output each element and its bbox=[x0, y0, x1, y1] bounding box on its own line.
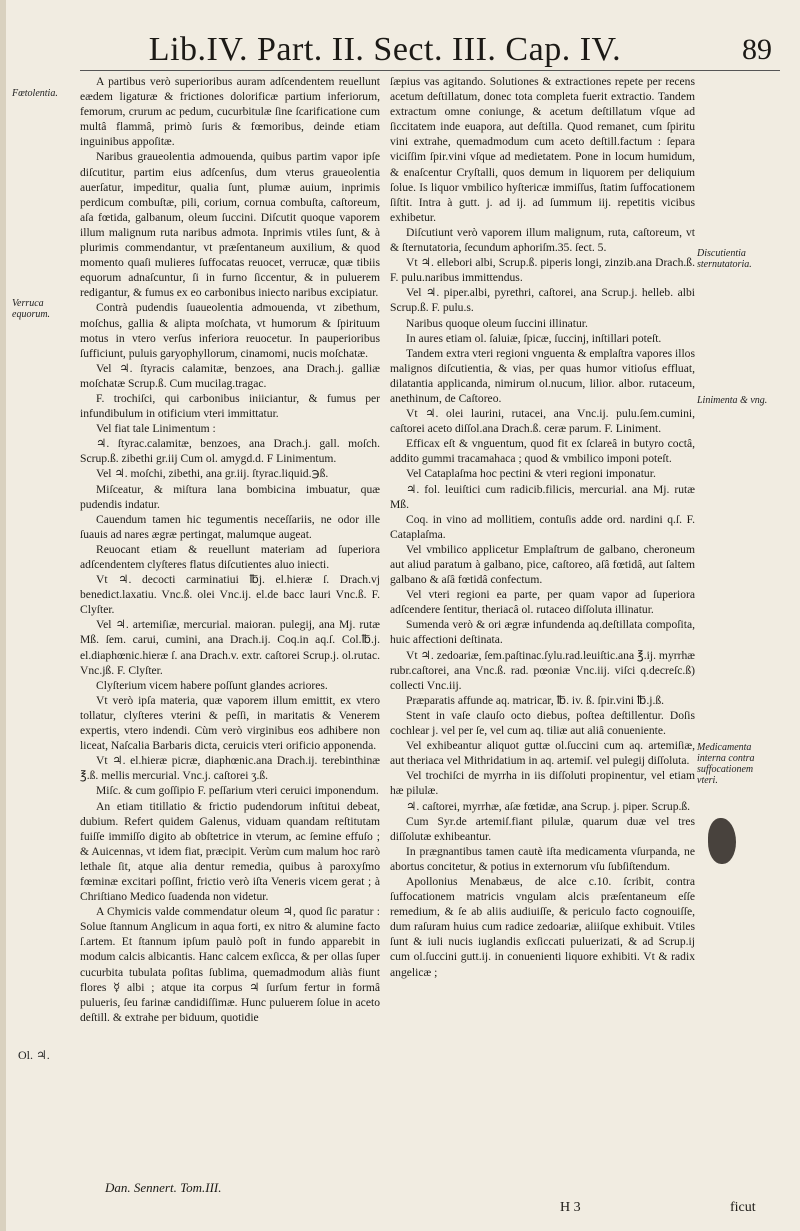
paragraph: Vt ♃. olei laurini, rutacei, ana Vnc.ij. pulu.ſem.cumini, caſtorei aceto diſſol.ana Drach.ß. ceræ parum. F. Liniment. bbox=[390, 407, 695, 436]
paragraph: In aures etiam ol. ſaluiæ, ſpicæ, ſuccinj, inſtillari poteſt. bbox=[406, 331, 662, 345]
paragraph: Vel trochiſci de myrrha in iis diſſoluti propinentur, vel etiam hæ pilulæ. bbox=[390, 769, 695, 798]
margin-note: Ol. ♃. bbox=[18, 1048, 50, 1062]
paragraph: Reuocant etiam & reuellunt materiam ad ſuperiora adſcendentem clyſteres flatus diſcutientes aluo iniecti. bbox=[80, 542, 380, 571]
paragraph: Cum Syr.de artemiſ.fiant pilulæ, quarum duæ vel tres diſſolutæ exhibeantur. bbox=[390, 814, 695, 843]
paragraph: An etiam titillatio & frictio pudendorum inſtitui debeat, dubium. Refert quidem Galenus, viduam quandam reſtitutam fuiſſe immiſſo digito ab obſtetrice in vterum, ac ſemine effuſo ; & Auicennas, vt idem fiat, præcipit. Verùm cum malum hoc rarò lethale ſit, atque alia dentur remedia, quibus à paroxyſmo fœminæ excitari poſſint, frictio verò iſta Veneris vicem gerat ; à Chriſtiano Medico ſuadenda non videtur. bbox=[80, 799, 380, 904]
paragraph: Vt ♃. decocti carminatiui ℔j. el.hieræ ſ. Drach.vj benedict.laxatiu. Vnc.ß. olei Vnc.ij. el.de bacc lauri Vnc.ß. F. Clyſter. bbox=[80, 573, 380, 617]
paragraph: Miſceatur, & miſtura lana bombicina imbuatur, quæ pudendis indatur. bbox=[80, 482, 380, 511]
paragraph: A partibus verò superioribus auram adſcendentem reuellunt eædem ligaturæ & frictiones dolorificæ partium inferiorum, femorum, crurum ac pedum, cucurbitulæ ſine ſcarificatione cum multâ flammâ, primò ſuris & fœmoribus, deinde etiam inguinibus appoſitæ. bbox=[80, 75, 380, 149]
paragraph: Efficax eſt & vnguentum, quod fit ex ſclareâ in butyro coctâ, addito gummi tracamahaca ; quod & vmbilico imponi poteſt. bbox=[390, 437, 695, 466]
running-header bbox=[80, 30, 780, 71]
paragraph: Vel ♃. moſchi, zibethi, ana gr.iij. ſtyrac.liquid.℈ß. bbox=[96, 467, 329, 481]
paragraph: Vel vteri regioni ea parte, per quam vapor ad ſuperiora adſcendere ſentitur, theriacâ ol. rutaceo diſſoluta illinatur. bbox=[390, 588, 695, 617]
right-column bbox=[390, 74, 695, 1184]
margin-note: Medicamenta interna contra suffocationem vteri. bbox=[697, 742, 755, 786]
paragraph: Diſcutiunt verò vaporem illum malignum, ruta, caſtoreum, vt & ſternutatoria, ſecundum aphoriſm.35. ſect. 5. bbox=[390, 225, 695, 255]
paragraph: Præparatis affunde aq. matricar, ℔. iv. ß. ſpir.vini ℔.j.ß. bbox=[406, 693, 665, 707]
paragraph: Vt ♃. zedoariæ, ſem.paſtinac.ſylu.rad.leuiſtic.ana ℥.ij. myrrhæ rubr.caſtorei, ana Vnc.ß. rad. pœoniæ Vnc.iij. viſci q.decreſc.ß) collecti Vnc.iij. bbox=[390, 648, 695, 692]
paragraph: Vel ♃. piper.albi, pyrethri, caſtorei, ana Scrup.j. helleb. albi Scrup.ß. F. pulu.s. bbox=[390, 286, 695, 315]
paragraph: Vel fiat tale Linimentum : bbox=[96, 422, 216, 436]
paragraph: ♃. ſtyrac.calamitæ, benzoes, ana Drach.j. gall. moſch. Scrup.ß. zibethi gr.iij Cum ol. amygd.d. F Linimentum. bbox=[80, 437, 380, 466]
paragraph: Vt ♃. ellebori albi, Scrup.ß. piperis longi, zinzib.ana Drach.ß. F. pulu.naribus immittendus. bbox=[390, 256, 695, 285]
paragraph: ♃. fol. leuiſtici cum radicib.filicis, mercurial. ana Mj. rutæ Mß. bbox=[390, 482, 695, 511]
paragraph: Naribus quoque oleum ſuccini illinatur. bbox=[406, 316, 588, 330]
page-edge bbox=[0, 0, 6, 1231]
paragraph: Cauendum tamen hic tegumentis neceſſariis, ne odor ille ſuauis ad nares ægræ pertingat, malumque augeat. bbox=[80, 512, 380, 541]
paragraph: Vt verò ipſa materia, quæ vaporem illum emittit, ex vtero tollatur, clyſteres vterini & peſſi, in maritatis & Venerem expertis, vtero indendi. Cùm verò virginibus eos adhibere non liceat, Naſcalia Barbaris dicta, ceruicis vteri orificio apponenda. bbox=[80, 693, 380, 753]
paragraph: Vt ♃. el.hieræ picræ, diaphœnic.ana Drach.ij. terebinthinæ ℥.ß. mellis mercurial. Vnc.j. caſtorei ʒ.ß. bbox=[80, 754, 380, 783]
paragraph: F. trochiſci, qui carbonibus iniiciantur, & fumus per infundibulum in otificium vteri immittatur. bbox=[80, 391, 380, 421]
signature-mark: H 3 bbox=[560, 1200, 581, 1215]
margin-note: Verruca equorum. bbox=[12, 298, 51, 320]
paragraph: ſæpius vas agitando. Solutiones & extractiones repete per recens acetum deſtillatum, donec tota completa fuerit extractio. Tandem extractum omne coniunge, & acetum deſtillatum vſque ad ſiccitatem inde euapora, aut deſtilla. Quod remanet, cum ſpiritu vini extrahe, quemadmodum cum aceto deſtill.factum : ſepara viciſſim ſpir.vini vſque ad medietatem. Pone in locum humidum, & enaſcentur Cryſtalli, quos demum in liquorem per deliquium ſolue. Is liquor vmbilico hyſtericæ immiſſus, ſtatim ſuffocationem ſiſtit. Intra à gutt. j. ad ij. ad ſummum iij. repetitis vicibus exhibetur. bbox=[390, 75, 695, 224]
paragraph: Stent in vaſe clauſo octo diebus, poſtea deſtillentur. Doſis cochlear j. vel per ſe, vel cum aq. tiliæ aut aliâ conueniente. bbox=[390, 708, 695, 738]
paragraph: Vel ♃. artemiſiæ, mercurial. maioran. pulegij, ana Mj. rutæ Mß. ſem. carui, cumini, ana Drach.ij. Coq.in aq.ſ. Col.℔.j. el.diaphœnic.hieræ ſ. ana Drach.v. extr. caſtorei Scrup.j. ol.rutac. Vnc.jß. F. Clyſter. bbox=[80, 618, 380, 677]
paragraph: Tandem extra vteri regioni vnguenta & emplaſtra vapores illos malignos diſcutientia, & vias, per quas humor vitioſus effluat, dilatantia applicanda, nimirum ol.nucum, lilior. albor. rutaceum, anethinum, de Caſtoreo. bbox=[390, 346, 695, 405]
paragraph: Vel vmbilico applicetur Emplaſtrum de galbano, cheroneum aut aliud paratum à galbano, pice, caſtoreo, aſâ fœtidâ, aut ſaltem galbano & aſâ fœtidâ confectum. bbox=[390, 542, 695, 587]
catchword: ficut bbox=[730, 1200, 756, 1215]
margin-note: Discutientia sternutatoria. bbox=[697, 248, 752, 270]
paragraph: Contrà pudendis ſuaueolentia admouenda, vt zibethum, moſchus, gallia & alipta moſchata, vt humorum & ſpirituum motus in vtero verſus inferiora reuocetur. In pauperioribus ſufficiunt, puluis garyophyllorum, cinamomi, nucis moſchatæ. bbox=[80, 301, 380, 360]
paragraph: Apollonius Menabæus, de alce c.10. ſcribit, contra ſuffocationem matricis vngulam alcis præſentaneum eſſe remedium, & ſe ab aliis audiuiſſe, & periculo facto cognouiſſe, dum raſuram huius cum radice zedoariæ, aliiſque exhibuit. Vtiles ſunt & iuli nucis iuglandis exſiccati puluerizati, & ad Scrup.ij cum ol.ſuccini gutt.ij. in conuenienti liquore exhibiti. Vt & radix angelicæ ; bbox=[390, 874, 695, 979]
margin-note: Fœtolentia. bbox=[12, 88, 58, 99]
paragraph: Clyſterium vicem habere poſſunt glandes acriores. bbox=[96, 678, 328, 692]
footer-author: Dan. Sennert. Tom.III. bbox=[105, 1180, 222, 1195]
paragraph: A Chymicis valde commendatur oleum ♃, quod ſic paratur : Solue ſtannum Anglicum in aqua forti, ex nitro & alumine facto ſ.artem. Et ſtannum ipſum paulò poſt in fundo apparebit in modum calcis albicantis. Hanc calcem exſicca, & per ollas ſuper cucurbita tubulata poſitas ſublima, quemadmodum aliàs fiunt flores ☿ albi ; atque ita corpus ♃ ſurſum fertur in formâ pulueris, ſeu farinæ candidiſſimæ. Hunc puluerem ſolue in aceto deſtill. & extrahe per biduum, quotidie bbox=[80, 905, 380, 1024]
paragraph: ♃. caſtorei, myrrhæ, aſæ fœtidæ, ana Scrup. j. piper. Scrup.ß. bbox=[406, 799, 691, 813]
left-column bbox=[80, 74, 380, 1194]
paragraph: Miſc. & cum goſſipio F. peſſarium vteri ceruici imponendum. bbox=[96, 784, 379, 798]
paragraph: Vel exhibeantur aliquot guttæ ol.ſuccini cum aq. artemiſiæ, aut theriaca vel Mithridatium in aq. artemiſ. vel pulegij diſſoluta. bbox=[390, 739, 695, 768]
paragraph: Naribus graueolentia admouenda, quibus partim vapor ipſe diſcutitur, partim eius adſcenſus, dum vterus graueolentia auerſatur, impeditur, qualia ſunt, plumæ auium, inprimis perdicum combuſtæ, pili, corium, cornua combuſta, caſtoreum, aſa fœtida, galbanum, oleum ſuccini. Diſcutit quoque vaporem illum malignum ruta naribus admota. Inprimis vtiles ſunt, & à plurimis commendantur, vt præſentaneum auxilium, & quod momento quaſi mulieres ſuffocatas reuocet, verrucæ, quæ tibiis equorum adnaſcuntur, ſi in furno ſiccentur, & in puluerem redigantur, & fumus ex eo carbonibus iniecto naribus excipiatur. bbox=[80, 150, 380, 300]
paragraph: Coq. in vino ad mollitiem, contuſis adde ord. nardini q.ſ. F. Cataplaſma. bbox=[390, 512, 695, 541]
paragraph: Sumenda verò & ori ægræ infundenda aq.deſtillata compoſita, huic affectioni deſtinata. bbox=[390, 618, 695, 647]
paragraph: Vel ♃. ſtyracis calamitæ, benzoes, ana Drach.j. galliæ moſchatæ Scrup.ß. Cum mucilag.tragac. bbox=[80, 361, 380, 390]
ink-stain bbox=[708, 818, 736, 864]
paragraph: In prægnantibus tamen cautè iſta medicamenta vſurpanda, ne abortus concitetur, & potius in externorum vſu ſubſiſtendum. bbox=[390, 844, 695, 873]
margin-note: Linimenta & vng. bbox=[697, 395, 768, 406]
page-number: 89 bbox=[742, 33, 772, 66]
page-title: Lib.IV. Part. II. Sect. III. Cap. IV. bbox=[148, 31, 622, 68]
paragraph: Vel Cataplaſma hoc pectini & vteri regioni imponatur. bbox=[406, 467, 656, 481]
